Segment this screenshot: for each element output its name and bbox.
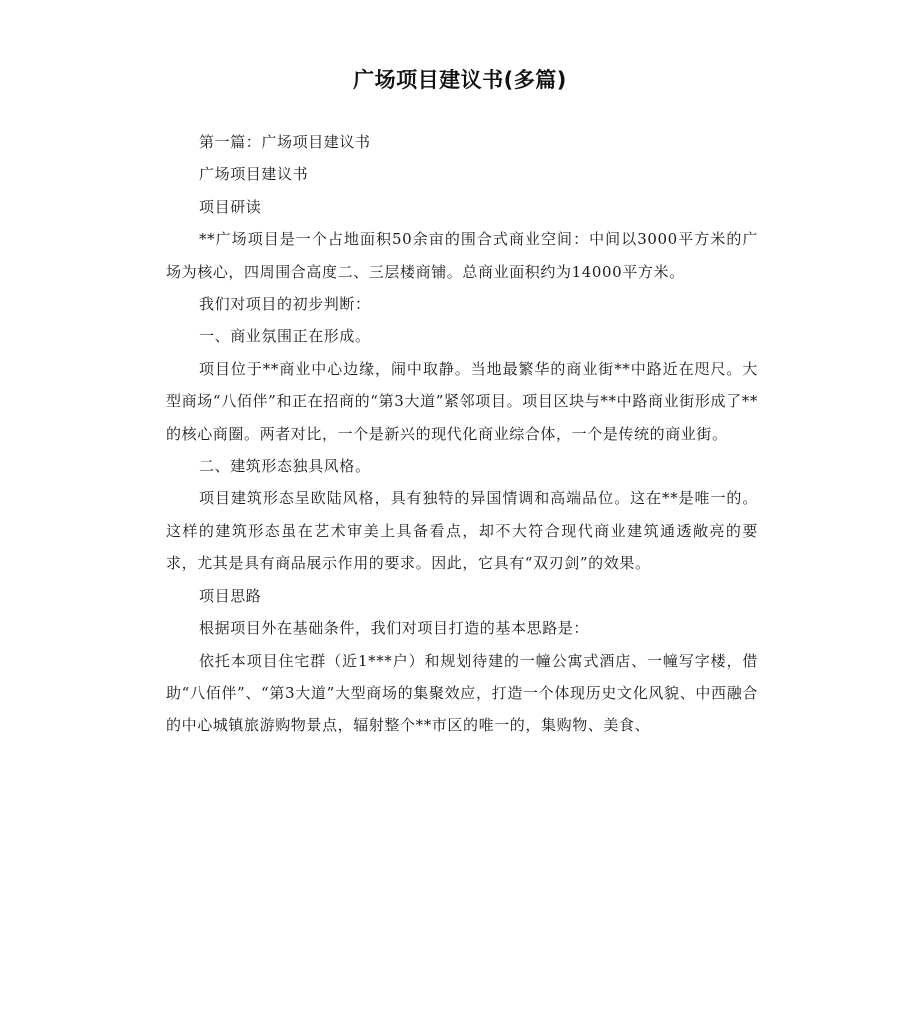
paragraph-approach-intro: 根据项目外在基础条件，我们对项目打造的基本思路是：: [199, 619, 590, 638]
document-title: 广场项目建议书(多篇): [353, 68, 567, 92]
paragraph-architecture: 项目建筑形态呈欧陆风格，具有独特的异国情调和高端品位。这在**是唯一的。这样的建筑形态虽在艺术审美上具备看点，却不大符合现代商业建筑通透敞亮的要求，尤其是具有商品展示作用的要求。因此，它具有“双刃剑”的效果。: [166, 489, 758, 573]
paragraph-approach-detail: 依托本项目住宅群（近1***户）和规划待建的一幢公寓式酒店、一幢写字楼，借助“八佰伴”、“第3大道”大型商场的集聚效应，打造一个体现历史文化风貌、中西融合的中心城镇旅游购物景点，辐射整个**市区的唯一的，集购物、美食、: [166, 651, 758, 735]
paragraph-location: 项目位于**商业中心边缘，闹中取静。当地最繁华的商业街**中路近在咫尺。大型商场“八佰伴”和正在招商的“第3大道”紧邻项目。项目区块与**中路商业街形成了**的核心商圈。两者对比，一个是新兴的现代化商业综合体，一个是传统的商业街。: [166, 359, 758, 443]
paragraph-project-overview: **广场项目是一个占地面积50余亩的围合式商业空间：中间以3000平方米的广场为核心，四周围合高度二、三层楼商铺。总商业面积约为14000平方米。: [166, 230, 758, 281]
heading-proposal: 广场项目建议书: [199, 165, 309, 184]
heading-commercial-atmosphere: 一、商业氛围正在形成。: [199, 327, 371, 346]
heading-project-study: 项目研读: [199, 197, 262, 216]
heading-project-approach: 项目思路: [199, 586, 262, 605]
heading-part-one: 第一篇：广场项目建议书: [199, 133, 371, 151]
paragraph-initial-judgement: 我们对项目的初步判断：: [199, 295, 371, 314]
document-body: [166, 126, 758, 742]
heading-architecture-style: 二、建筑形态独具风格。: [199, 457, 371, 476]
